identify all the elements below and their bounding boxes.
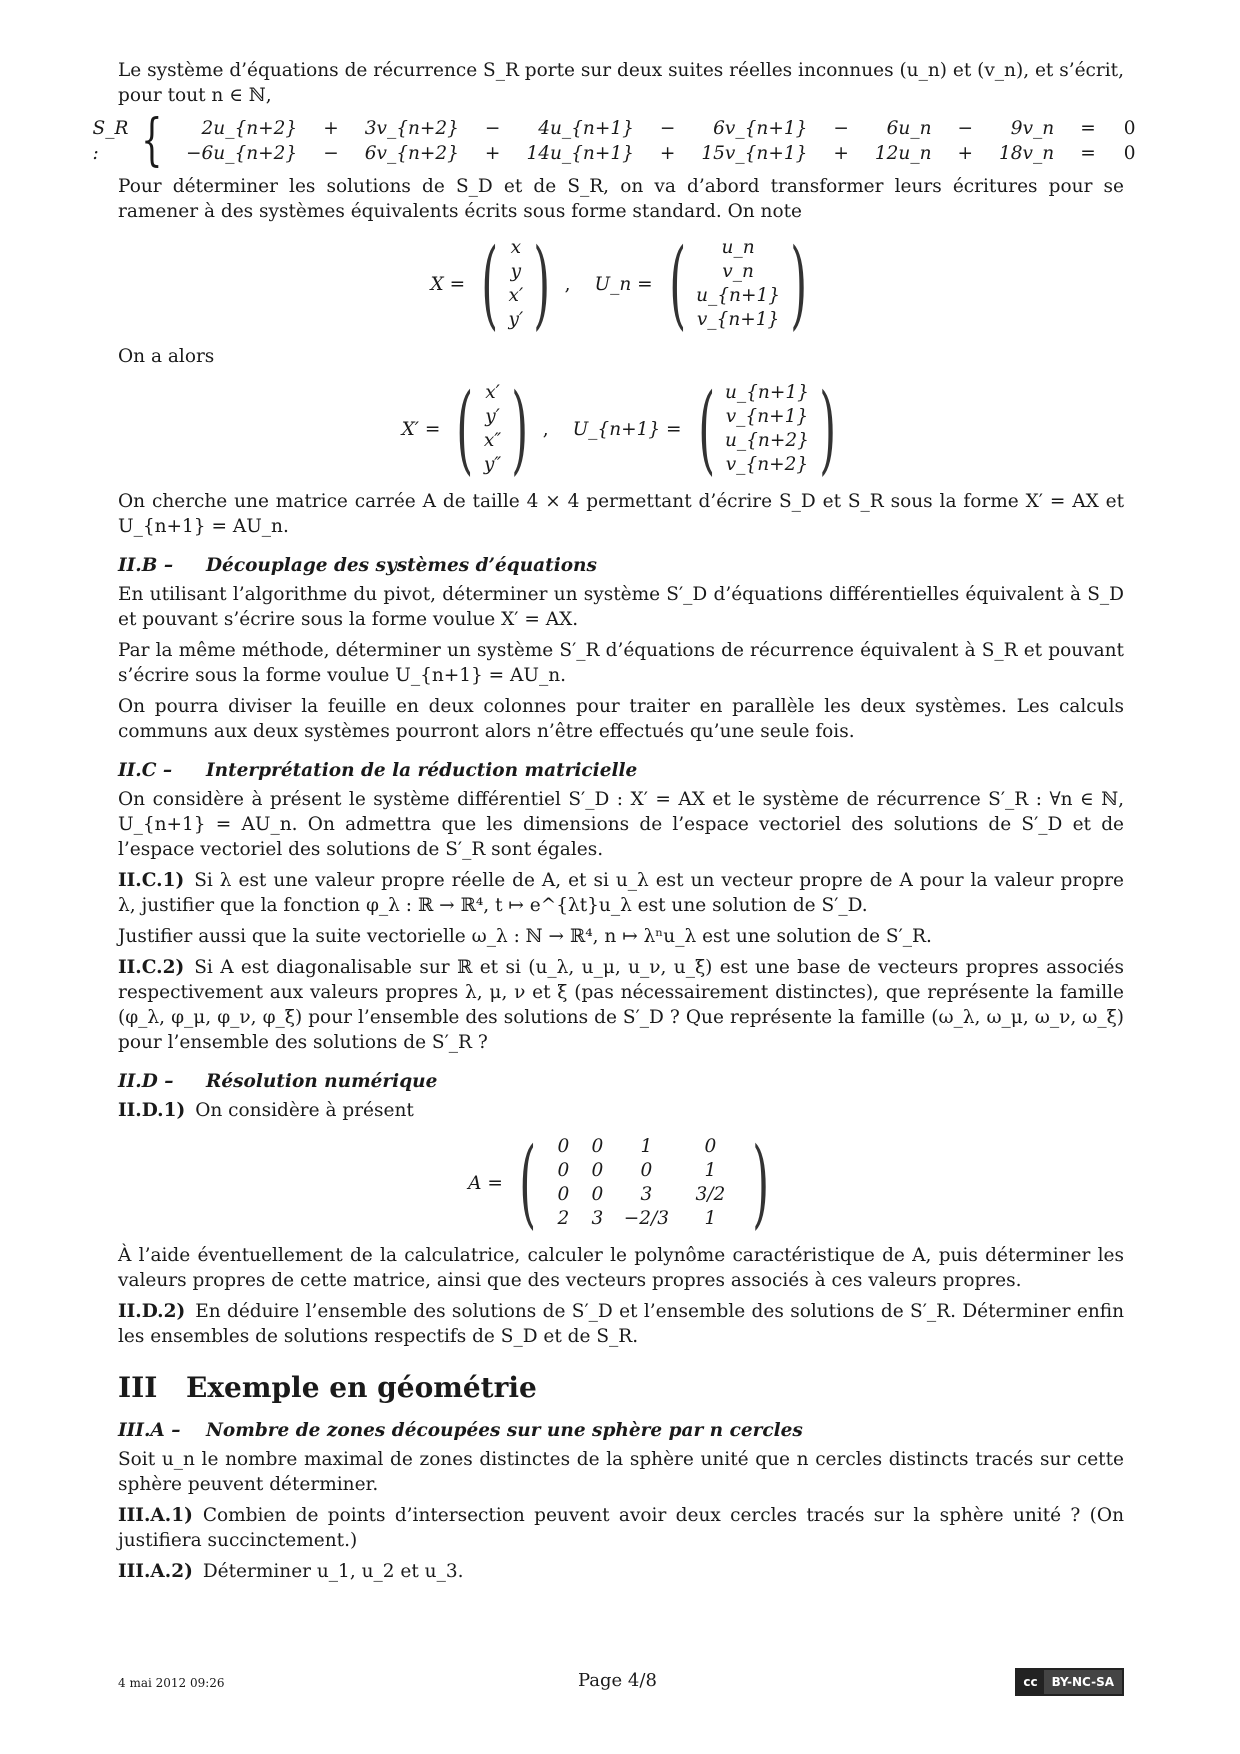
matrix-entry: 0 (591, 1184, 604, 1205)
matrix-a-label: A = (468, 1172, 503, 1194)
section-IIB-heading (118, 553, 1124, 578)
matrix-entry: u_n (721, 237, 755, 258)
matrix-entry: 0 (557, 1160, 570, 1181)
section-IIC-heading (118, 758, 1124, 783)
section-title: Découplage des systèmes d’équations (206, 555, 597, 576)
matrix-entry: y″ (483, 454, 502, 475)
matrix-xp-label: X′ = (401, 418, 441, 440)
IIC-paragraph-1: On considère à présent le système différentiel S′_D : X′ = AX et le système de récurrence S′_R : ∀n ∈ ℕ, U_{n+1} = AU_n. On admettra que les dimensions de l’espace vectoriel des solutions de S′_D et de l’espace vectoriel des solutions de S′_R sont égales. (118, 789, 1124, 860)
matrix-entry: v_n (722, 261, 754, 282)
operator: − (323, 143, 339, 164)
matrix-entry: 3 (640, 1184, 653, 1205)
matrix-entry: y′ (485, 406, 500, 427)
term: 6v_{n+2} (364, 143, 459, 164)
comma: , (542, 418, 549, 440)
question-text: Combien de points d’intersection peuvent avoir deux cercles tracés sur la sphère unité ? (On justifiera succinctement.) (118, 1505, 1124, 1551)
question-number: III.A.1) (118, 1505, 193, 1526)
term: −6u_{n+2} (186, 143, 298, 164)
term: 6v_{n+1} (713, 118, 808, 139)
section-number: III.A – (118, 1420, 181, 1441)
operator: = (1080, 143, 1096, 164)
matrix-entry: u_{n+1} (696, 285, 781, 306)
matrix-up: ( u_{n+1} v_{n+1} u_{n+2} v_{n+2} ) (697, 373, 837, 485)
section-IIIA-heading (118, 1418, 1124, 1443)
IIIA-paragraph-1: Soit u_n le nombre maximal de zones distinctes de la sphère unité que n cercles distincts tracés sur cette sphère peuvent déterminer. (118, 1449, 1124, 1495)
matrix-entry: x′ (508, 285, 524, 306)
matrix-entry: 0 (640, 1160, 653, 1181)
section-title: Interprétation de la réduction matricielle (206, 760, 638, 781)
matrix-entry: y (510, 261, 522, 282)
term: 15v_{n+1} (701, 143, 808, 164)
section-IID-heading (118, 1069, 1124, 1094)
IIB-paragraph-1: En utilisant l’algorithme du pivot, déterminer un système S′_D d’équations différentielles équivalent à S_D et pouvant s’écrire sous la forme voulue X′ = AX. (118, 584, 1124, 630)
question-IIIA1 (118, 1503, 1124, 1553)
matrix-entry: v_{n+2} (725, 454, 809, 475)
matrix-x-label: X = (430, 273, 466, 295)
matrix-entry: 0 (591, 1160, 604, 1181)
operator: − (957, 118, 974, 139)
matrix-xp: ( x′ y′ x″ y″ ) (456, 373, 529, 485)
system-sr-label: S_R : (92, 118, 129, 164)
matrix-entry: u_{n+1} (724, 382, 809, 403)
comma: , (564, 273, 571, 295)
IIB-paragraph-2: Par la même méthode, déterminer un système S′_R d’équations de récurrence équivalent à S_R et pouvant s’écrire sous la forme voulue U_{n+1} = AU_n. (118, 640, 1124, 686)
operator: + (484, 143, 501, 164)
term: 3v_{n+2} (364, 118, 459, 139)
term: 0 (1123, 143, 1136, 164)
matrix-u: ( u_n v_n u_{n+1} v_{n+1} ) (668, 228, 808, 340)
system-sr-row-1 (174, 116, 1149, 141)
cc-icon: cc (1017, 1670, 1043, 1694)
matrix-entry: 1 (704, 1160, 717, 1181)
document-page (92, 58, 1136, 1590)
question-number: II.D.1) (118, 1100, 186, 1121)
question-IID1-part-b: À l’aide éventuellement de la calculatrice, calculer le polynôme caractéristique de A, puis déterminer les valeurs propres de cette matrice, ainsi que des vecteurs propres associés à ces valeurs propres. (118, 1245, 1124, 1291)
matrix-entry: 0 (557, 1136, 570, 1157)
question-number: II.D.2) (118, 1301, 186, 1322)
question-text: Déterminer u_1, u_2 et u_3. (202, 1561, 464, 1582)
section-title: Nombre de zones découpées sur une sphère par n cercles (206, 1420, 803, 1441)
term: 2u_{n+2} (201, 118, 298, 139)
question-IIC1-part-b: Justifier aussi que la suite vectorielle ω_λ : ℕ → ℝ⁴, n ↦ λⁿu_λ est une solution de S′_R. (118, 926, 932, 947)
term: 9v_n (1010, 118, 1055, 139)
section-number: II.C – (118, 760, 173, 781)
question-IIIA2 (118, 1559, 1124, 1584)
matrix-u-label: U_n = (594, 273, 653, 295)
term: 6u_n (886, 118, 932, 139)
license-badge (1015, 1668, 1124, 1696)
question-IIC1 (118, 868, 1124, 918)
IIB-paragraph-3: On pourra diviser la feuille en deux colonnes pour traiter en parallèle les deux systèmes. Les calculs communs aux deux systèmes pourront alors n’être effectués qu’une seule fois. (118, 696, 1124, 742)
operator: − (484, 118, 501, 139)
question-text: Si λ est une valeur propre réelle de A, et si u_λ est un vecteur propre de A pour la valeur propre λ, justifier que la fonction φ_λ : ℝ → ℝ⁴, t ↦ e^{λt}u_λ est une solution de S′_D. (118, 870, 1124, 916)
matrix-entry: 0 (704, 1136, 717, 1157)
question-IIC2 (118, 955, 1124, 1055)
section-title: Exemple en géométrie (186, 1371, 537, 1404)
matrix-entry: −2/3 (623, 1208, 670, 1229)
question-number: III.A.2) (118, 1561, 193, 1582)
operator: − (659, 118, 676, 139)
matrix-entry: x′ (485, 382, 500, 403)
matrix-entry: v_{n+1} (696, 309, 780, 330)
question-text: On considère à présent (195, 1100, 414, 1121)
operator: + (323, 118, 339, 139)
term: 4u_{n+1} (538, 118, 634, 139)
intro-paragraph: Le système d’équations de récurrence S_R porte sur deux suites réelles inconnues (u_n) et (v_n), et s’écrit, pour tout n ∈ ℕ, (118, 60, 1124, 106)
matrix-entry: 0 (557, 1184, 570, 1205)
section-number: III (118, 1371, 158, 1404)
matrix-entry: 3 (591, 1208, 604, 1229)
page-footer (118, 1668, 1124, 1698)
question-number: II.C.1) (118, 870, 185, 891)
matrix-entry: u_{n+2} (724, 430, 809, 451)
license-label: BY-NC-SA (1044, 1670, 1122, 1694)
matrix-up-label: U_{n+1} = (572, 418, 682, 440)
question-IID1 (118, 1098, 1124, 1123)
vectors-xp-up (118, 373, 1124, 485)
matrix-a: ( 0 0 1 0 0 0 0 1 0 0 3 3/2 2 3 −2/3 1 ) (519, 1127, 770, 1239)
section-III-heading (118, 1371, 1124, 1404)
matrix-entry: x″ (483, 430, 502, 451)
matrix-entry: 1 (640, 1136, 653, 1157)
matrix-x: ( x y x′ y′ ) (481, 228, 551, 340)
term: 12u_n (874, 143, 932, 164)
system-sr-table (174, 116, 1149, 166)
question-text: Si A est diagonalisable sur ℝ et si (u_λ, u_μ, u_ν, u_ξ) est une base de vecteurs propres associés respectivement aux valeurs propres λ, μ, ν et ξ (pas nécessairement distinctes), que représente la famille (φ_λ, φ_μ, φ_ν, φ_ξ) pour l’ensemble des solutions de S′_D ? Que représente la famille (ω_λ, ω_μ, ω_ν, ω_ξ) pour l’ensemble des solutions de S′_R ? (118, 957, 1124, 1053)
operator: + (957, 143, 974, 164)
matrix-entry: v_{n+1} (725, 406, 809, 427)
matrix-a-block (118, 1127, 1124, 1239)
matrix-entry: x (510, 237, 522, 258)
question-text: En déduire l’ensemble des solutions de S′_D et l’ensemble des solutions de S′_R. Déterminer enfin les ensembles de solutions respectifs de S_D et de S_R. (118, 1301, 1124, 1347)
operator: = (1080, 118, 1096, 139)
matrix-entry: 0 (591, 1136, 604, 1157)
matrix-entry: 3/2 (695, 1184, 726, 1205)
operator: + (833, 143, 849, 164)
paragraph-on-a-alors: On a alors (118, 346, 215, 367)
vectors-x-u (118, 228, 1124, 340)
term: 0 (1123, 118, 1136, 139)
system-sr (92, 108, 1136, 173)
system-sr-row-2 (174, 141, 1149, 166)
matrix-entry: y′ (508, 309, 524, 330)
matrix-entry: 1 (704, 1208, 717, 1229)
paragraph-matrice-a: On cherche une matrice carrée A de taille 4 × 4 permettant d’écrire S_D et S_R sous la forme X′ = AX et U_{n+1} = AU_n. (118, 491, 1124, 537)
operator: + (659, 143, 676, 164)
footer-date: 4 mai 2012 09:26 (118, 1676, 225, 1690)
term: 14u_{n+1} (526, 143, 634, 164)
question-number: II.C.2) (118, 957, 185, 978)
section-number: II.D – (118, 1071, 174, 1092)
term: 18v_n (999, 143, 1055, 164)
section-title: Résolution numérique (206, 1071, 438, 1092)
section-number: II.B – (118, 555, 174, 576)
operator: − (833, 118, 849, 139)
paragraph-forme-standard: Pour déterminer les solutions de S_D et de S_R, on va d’abord transformer leurs écritures pour se ramener à des systèmes équivalents écrits sous forme standard. On note (118, 176, 1124, 222)
page-number: Page 4/8 (578, 1670, 657, 1691)
brace-symbol: { (141, 108, 163, 173)
question-IID2 (118, 1299, 1124, 1349)
matrix-entry: 2 (557, 1208, 570, 1229)
